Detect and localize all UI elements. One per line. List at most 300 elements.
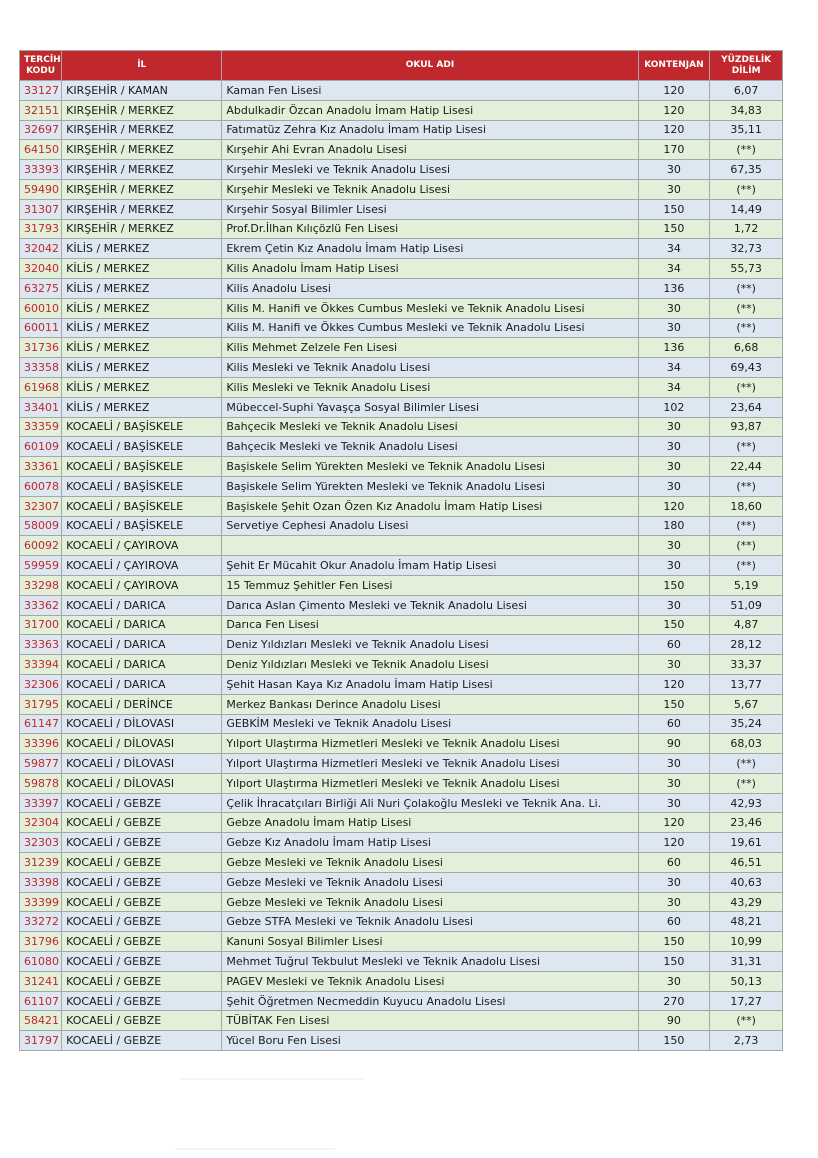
cell-yuzdelik-dilim: (**) — [710, 476, 783, 496]
cell-kontenjan: 120 — [638, 100, 710, 120]
cell-okul-adi: Deniz Yıldızları Mesleki ve Teknik Anadolu Lisesi — [222, 655, 638, 675]
cell-il: KOCAELİ / DİLOVASI — [62, 754, 222, 774]
header-il: İL — [62, 51, 222, 81]
cell-yuzdelik-dilim: 18,60 — [710, 496, 783, 516]
cell-yuzdelik-dilim: (**) — [710, 179, 783, 199]
cell-okul-adi: Yılport Ulaştırma Hizmetleri Mesleki ve Teknik Anadolu Lisesi — [222, 773, 638, 793]
table-row — [20, 140, 783, 160]
table-row — [20, 734, 783, 754]
cell-okul-adi — [222, 536, 638, 556]
cell-il: KOCAELİ / DARICA — [62, 615, 222, 635]
cell-kontenjan: 30 — [638, 595, 710, 615]
cell-kontenjan: 30 — [638, 437, 710, 457]
cell-yuzdelik-dilim: 1,72 — [710, 219, 783, 239]
cell-yuzdelik-dilim: 4,87 — [710, 615, 783, 635]
table-row — [20, 595, 783, 615]
cell-il: KİLİS / MERKEZ — [62, 278, 222, 298]
cell-yuzdelik-dilim: 28,12 — [710, 635, 783, 655]
cell-kontenjan: 150 — [638, 615, 710, 635]
cell-il: KOCAELİ / BAŞİSKELE — [62, 437, 222, 457]
cell-yuzdelik-dilim: (**) — [710, 773, 783, 793]
cell-yuzdelik-dilim: 5,67 — [710, 694, 783, 714]
cell-kontenjan: 30 — [638, 476, 710, 496]
cell-okul-adi: Bahçecik Mesleki ve Teknik Anadolu Lisesi — [222, 437, 638, 457]
table-row — [20, 556, 783, 576]
cell-il: KOCAELİ / DİLOVASI — [62, 714, 222, 734]
cell-tercih-kodu: 60078 — [20, 476, 62, 496]
cell-yuzdelik-dilim: (**) — [710, 536, 783, 556]
table-row — [20, 219, 783, 239]
cell-tercih-kodu: 33401 — [20, 397, 62, 417]
table-row — [20, 952, 783, 972]
cell-kontenjan: 30 — [638, 179, 710, 199]
cell-il: KOCAELİ / ÇAYIROVA — [62, 536, 222, 556]
cell-okul-adi: Gebze Mesleki ve Teknik Anadolu Lisesi — [222, 892, 638, 912]
cell-kontenjan: 102 — [638, 397, 710, 417]
cell-tercih-kodu: 58009 — [20, 516, 62, 536]
cell-tercih-kodu: 32306 — [20, 674, 62, 694]
cell-il: KOCAELİ / DARICA — [62, 635, 222, 655]
cell-tercih-kodu: 61968 — [20, 377, 62, 397]
table-row — [20, 912, 783, 932]
header-kod-line-2: KODU — [26, 65, 56, 76]
cell-il: KIRŞEHİR / MERKEZ — [62, 140, 222, 160]
cell-yuzdelik-dilim: 6,68 — [710, 338, 783, 358]
cell-tercih-kodu: 33298 — [20, 575, 62, 595]
cell-okul-adi: Başiskele Selim Yürekten Mesleki ve Teknik Anadolu Lisesi — [222, 457, 638, 477]
cell-yuzdelik-dilim: 6,07 — [710, 81, 783, 101]
cell-yuzdelik-dilim: (**) — [710, 377, 783, 397]
cell-tercih-kodu: 60092 — [20, 536, 62, 556]
cell-il: KİLİS / MERKEZ — [62, 358, 222, 378]
cell-kontenjan: 120 — [638, 833, 710, 853]
cell-okul-adi: Başiskele Selim Yürekten Mesleki ve Teknik Anadolu Lisesi — [222, 476, 638, 496]
table-row — [20, 100, 783, 120]
table-row — [20, 377, 783, 397]
cell-okul-adi: Kilis M. Hanifi ve Ökkes Cumbus Mesleki ve Teknik Anadolu Lisesi — [222, 318, 638, 338]
cell-il: KOCAELİ / GEBZE — [62, 853, 222, 873]
cell-kontenjan: 150 — [638, 575, 710, 595]
table-row — [20, 694, 783, 714]
table-row — [20, 199, 783, 219]
cell-yuzdelik-dilim: 51,09 — [710, 595, 783, 615]
table-row — [20, 397, 783, 417]
cell-okul-adi: Çelik İhracatçıları Birliği Ali Nuri Çolakoğlu Mesleki ve Teknik Ana. Li. — [222, 793, 638, 813]
cell-kontenjan: 30 — [638, 773, 710, 793]
cell-tercih-kodu: 59877 — [20, 754, 62, 774]
table-row — [20, 476, 783, 496]
cell-tercih-kodu: 61147 — [20, 714, 62, 734]
cell-kontenjan: 30 — [638, 536, 710, 556]
cell-tercih-kodu: 33393 — [20, 160, 62, 180]
table-row — [20, 239, 783, 259]
cell-il: KOCAELİ / DARICA — [62, 595, 222, 615]
cell-yuzdelik-dilim: (**) — [710, 318, 783, 338]
cell-okul-adi: Gebze Mesleki ve Teknik Anadolu Lisesi — [222, 872, 638, 892]
cell-yuzdelik-dilim: (**) — [710, 1011, 783, 1031]
cell-il: KOCAELİ / GEBZE — [62, 892, 222, 912]
cell-okul-adi: Abdulkadir Özcan Anadolu İmam Hatip Lisesi — [222, 100, 638, 120]
cell-il: KOCAELİ / DİLOVASI — [62, 773, 222, 793]
cell-okul-adi: Servetiye Cephesi Anadolu Lisesi — [222, 516, 638, 536]
table-row — [20, 635, 783, 655]
cell-tercih-kodu: 33272 — [20, 912, 62, 932]
cell-kontenjan: 30 — [638, 457, 710, 477]
table-header — [20, 51, 783, 81]
table-row — [20, 872, 783, 892]
table-row — [20, 457, 783, 477]
cell-yuzdelik-dilim: 10,99 — [710, 932, 783, 952]
table-row — [20, 1031, 783, 1051]
cell-yuzdelik-dilim: 68,03 — [710, 734, 783, 754]
header-yuzdelik-line-2: DİLİM — [731, 65, 761, 76]
cell-yuzdelik-dilim: 67,35 — [710, 160, 783, 180]
cell-kontenjan: 136 — [638, 278, 710, 298]
cell-tercih-kodu: 63275 — [20, 278, 62, 298]
cell-kontenjan: 34 — [638, 259, 710, 279]
header-yuzdelik-line-1: YÜZDELİK — [721, 54, 772, 65]
table-row — [20, 536, 783, 556]
cell-okul-adi: Kilis Mesleki ve Teknik Anadolu Lisesi — [222, 358, 638, 378]
cell-okul-adi: Deniz Yıldızları Mesleki ve Teknik Anadolu Lisesi — [222, 635, 638, 655]
cell-yuzdelik-dilim: 2,73 — [710, 1031, 783, 1051]
cell-okul-adi: Gebze Kız Anadolu İmam Hatip Lisesi — [222, 833, 638, 853]
cell-okul-adi: Şehit Öğretmen Necmeddin Kuyucu Anadolu Lisesi — [222, 991, 638, 1011]
cell-yuzdelik-dilim: 35,24 — [710, 714, 783, 734]
cell-il: KİLİS / MERKEZ — [62, 298, 222, 318]
cell-kontenjan: 270 — [638, 991, 710, 1011]
table-row — [20, 417, 783, 437]
cell-kontenjan: 150 — [638, 932, 710, 952]
cell-il: KOCAELİ / DİLOVASI — [62, 734, 222, 754]
table-row — [20, 179, 783, 199]
cell-tercih-kodu: 31793 — [20, 219, 62, 239]
cell-yuzdelik-dilim: 48,21 — [710, 912, 783, 932]
cell-okul-adi: Kırşehir Mesleki ve Teknik Anadolu Lisesi — [222, 160, 638, 180]
cell-kontenjan: 90 — [638, 734, 710, 754]
cell-yuzdelik-dilim: 35,11 — [710, 120, 783, 140]
cell-il: KIRŞEHİR / MERKEZ — [62, 120, 222, 140]
cell-okul-adi: Prof.Dr.İlhan Kılıçözlü Fen Lisesi — [222, 219, 638, 239]
cell-tercih-kodu: 31239 — [20, 853, 62, 873]
header-row — [20, 51, 783, 81]
cell-okul-adi: Fatımatüz Zehra Kız Anadolu İmam Hatip Lisesi — [222, 120, 638, 140]
cell-il: KOCAELİ / ÇAYIROVA — [62, 556, 222, 576]
cell-okul-adi: Gebze STFA Mesleki ve Teknik Anadolu Lisesi — [222, 912, 638, 932]
cell-tercih-kodu: 33394 — [20, 655, 62, 675]
cell-kontenjan: 120 — [638, 496, 710, 516]
cell-tercih-kodu: 33397 — [20, 793, 62, 813]
cell-yuzdelik-dilim: 55,73 — [710, 259, 783, 279]
cell-okul-adi: Kanuni Sosyal Bilimler Lisesi — [222, 932, 638, 952]
cell-kontenjan: 120 — [638, 813, 710, 833]
header-kontenjan: KONTENJAN — [638, 51, 710, 81]
header-yuzdelik-dilim — [710, 51, 783, 81]
table-body — [20, 81, 783, 1051]
cell-yuzdelik-dilim: 14,49 — [710, 199, 783, 219]
cell-yuzdelik-dilim: 33,37 — [710, 655, 783, 675]
cell-okul-adi: Kırşehir Ahi Evran Anadolu Lisesi — [222, 140, 638, 160]
header-kod-line-1: TERCİH — [24, 54, 61, 65]
cell-okul-adi: Başiskele Şehit Ozan Özen Kız Anadolu İmam Hatip Lisesi — [222, 496, 638, 516]
cell-yuzdelik-dilim: 46,51 — [710, 853, 783, 873]
cell-yuzdelik-dilim: (**) — [710, 278, 783, 298]
table-row — [20, 81, 783, 101]
cell-tercih-kodu: 33361 — [20, 457, 62, 477]
cell-kontenjan: 180 — [638, 516, 710, 536]
cell-okul-adi: GEBKİM Mesleki ve Teknik Anadolu Lisesi — [222, 714, 638, 734]
cell-tercih-kodu: 31796 — [20, 932, 62, 952]
table-row — [20, 575, 783, 595]
cell-tercih-kodu: 33399 — [20, 892, 62, 912]
faint-rule — [175, 1148, 335, 1150]
cell-okul-adi: Kırşehir Sosyal Bilimler Lisesi — [222, 199, 638, 219]
cell-tercih-kodu: 32304 — [20, 813, 62, 833]
table-row — [20, 160, 783, 180]
cell-kontenjan: 150 — [638, 952, 710, 972]
cell-okul-adi: Kırşehir Mesleki ve Teknik Anadolu Lisesi — [222, 179, 638, 199]
cell-kontenjan: 30 — [638, 417, 710, 437]
cell-tercih-kodu: 32151 — [20, 100, 62, 120]
table-row — [20, 754, 783, 774]
faint-rule — [180, 1078, 365, 1080]
cell-kontenjan: 34 — [638, 358, 710, 378]
cell-tercih-kodu: 61080 — [20, 952, 62, 972]
table-row — [20, 496, 783, 516]
cell-yuzdelik-dilim: (**) — [710, 298, 783, 318]
cell-okul-adi: Gebze Mesleki ve Teknik Anadolu Lisesi — [222, 853, 638, 873]
cell-kontenjan: 30 — [638, 298, 710, 318]
cell-yuzdelik-dilim: 50,13 — [710, 971, 783, 991]
cell-kontenjan: 150 — [638, 1031, 710, 1051]
cell-okul-adi: Kaman Fen Lisesi — [222, 81, 638, 101]
cell-tercih-kodu: 59878 — [20, 773, 62, 793]
cell-il: KOCAELİ / GEBZE — [62, 932, 222, 952]
cell-il: KOCAELİ / GEBZE — [62, 872, 222, 892]
cell-il: KOCAELİ / BAŞİSKELE — [62, 496, 222, 516]
cell-kontenjan: 150 — [638, 694, 710, 714]
cell-okul-adi: Şehit Er Mücahit Okur Anadolu İmam Hatip Lisesi — [222, 556, 638, 576]
cell-yuzdelik-dilim: 43,29 — [710, 892, 783, 912]
cell-il: KIRŞEHİR / MERKEZ — [62, 100, 222, 120]
cell-il: KOCAELİ / GEBZE — [62, 952, 222, 972]
cell-il: KİLİS / MERKEZ — [62, 239, 222, 259]
school-preference-table — [19, 50, 783, 1051]
cell-il: KIRŞEHİR / MERKEZ — [62, 160, 222, 180]
cell-kontenjan: 90 — [638, 1011, 710, 1031]
cell-okul-adi: Kilis Mesleki ve Teknik Anadolu Lisesi — [222, 377, 638, 397]
cell-il: KİLİS / MERKEZ — [62, 318, 222, 338]
cell-tercih-kodu: 31797 — [20, 1031, 62, 1051]
cell-kontenjan: 30 — [638, 793, 710, 813]
cell-yuzdelik-dilim: 13,77 — [710, 674, 783, 694]
cell-okul-adi: Yücel Boru Fen Lisesi — [222, 1031, 638, 1051]
cell-okul-adi: Mübeccel-Suphi Yavaşça Sosyal Bilimler Lisesi — [222, 397, 638, 417]
cell-tercih-kodu: 31736 — [20, 338, 62, 358]
cell-il: KOCAELİ / BAŞİSKELE — [62, 417, 222, 437]
cell-il: KOCAELİ / GEBZE — [62, 1031, 222, 1051]
cell-kontenjan: 34 — [638, 239, 710, 259]
cell-yuzdelik-dilim: 69,43 — [710, 358, 783, 378]
cell-tercih-kodu: 31795 — [20, 694, 62, 714]
cell-kontenjan: 150 — [638, 199, 710, 219]
cell-tercih-kodu: 60109 — [20, 437, 62, 457]
cell-yuzdelik-dilim: (**) — [710, 437, 783, 457]
cell-il: KOCAELİ / GEBZE — [62, 1011, 222, 1031]
cell-okul-adi: Kilis Anadolu Lisesi — [222, 278, 638, 298]
cell-il: KOCAELİ / GEBZE — [62, 833, 222, 853]
cell-okul-adi: Şehit Hasan Kaya Kız Anadolu İmam Hatip Lisesi — [222, 674, 638, 694]
table-row — [20, 813, 783, 833]
cell-yuzdelik-dilim: 19,61 — [710, 833, 783, 853]
cell-tercih-kodu: 33396 — [20, 734, 62, 754]
cell-yuzdelik-dilim: 23,64 — [710, 397, 783, 417]
cell-tercih-kodu: 32042 — [20, 239, 62, 259]
cell-il: KOCAELİ / GEBZE — [62, 813, 222, 833]
cell-il: KOCAELİ / DARICA — [62, 655, 222, 675]
cell-tercih-kodu: 33358 — [20, 358, 62, 378]
cell-il: KIRŞEHİR / MERKEZ — [62, 199, 222, 219]
cell-okul-adi: Kilis Anadolu İmam Hatip Lisesi — [222, 259, 638, 279]
cell-yuzdelik-dilim: 34,83 — [710, 100, 783, 120]
cell-il: KOCAELİ / GEBZE — [62, 793, 222, 813]
table-row — [20, 655, 783, 675]
table-row — [20, 793, 783, 813]
cell-il: KOCAELİ / BAŞİSKELE — [62, 457, 222, 477]
table-row — [20, 298, 783, 318]
cell-yuzdelik-dilim: 32,73 — [710, 239, 783, 259]
cell-il: KOCAELİ / GEBZE — [62, 971, 222, 991]
cell-yuzdelik-dilim: 93,87 — [710, 417, 783, 437]
cell-tercih-kodu: 32307 — [20, 496, 62, 516]
cell-kontenjan: 150 — [638, 219, 710, 239]
table-row — [20, 259, 783, 279]
cell-okul-adi: TÜBİTAK Fen Lisesi — [222, 1011, 638, 1031]
cell-yuzdelik-dilim: (**) — [710, 754, 783, 774]
cell-okul-adi: Kilis Mehmet Zelzele Fen Lisesi — [222, 338, 638, 358]
cell-kontenjan: 34 — [638, 377, 710, 397]
cell-okul-adi: Gebze Anadolu İmam Hatip Lisesi — [222, 813, 638, 833]
cell-yuzdelik-dilim: 40,63 — [710, 872, 783, 892]
table-row — [20, 278, 783, 298]
cell-tercih-kodu: 61107 — [20, 991, 62, 1011]
cell-okul-adi: Merkez Bankası Derince Anadolu Lisesi — [222, 694, 638, 714]
cell-tercih-kodu: 33398 — [20, 872, 62, 892]
cell-yuzdelik-dilim: 17,27 — [710, 991, 783, 1011]
cell-tercih-kodu: 31700 — [20, 615, 62, 635]
cell-kontenjan: 30 — [638, 160, 710, 180]
table-row — [20, 991, 783, 1011]
cell-il: KOCAELİ / DARICA — [62, 674, 222, 694]
cell-il: KOCAELİ / BAŞİSKELE — [62, 476, 222, 496]
cell-il: KOCAELİ / ÇAYIROVA — [62, 575, 222, 595]
cell-kontenjan: 60 — [638, 635, 710, 655]
cell-okul-adi: PAGEV Mesleki ve Teknik Anadolu Lisesi — [222, 971, 638, 991]
table-row — [20, 318, 783, 338]
cell-il: KOCAELİ / DERİNCE — [62, 694, 222, 714]
table-row — [20, 674, 783, 694]
cell-okul-adi: Darıca Aslan Çimento Mesleki ve Teknik Anadolu Lisesi — [222, 595, 638, 615]
cell-okul-adi: 15 Temmuz Şehitler Fen Lisesi — [222, 575, 638, 595]
table-row — [20, 120, 783, 140]
cell-tercih-kodu: 59490 — [20, 179, 62, 199]
table-row — [20, 516, 783, 536]
table-row — [20, 338, 783, 358]
table-row — [20, 437, 783, 457]
cell-il: KOCAELİ / GEBZE — [62, 991, 222, 1011]
cell-il: KİLİS / MERKEZ — [62, 259, 222, 279]
table-row — [20, 932, 783, 952]
cell-il: KİLİS / MERKEZ — [62, 397, 222, 417]
header-tercih-kodu — [20, 51, 62, 81]
cell-tercih-kodu: 32303 — [20, 833, 62, 853]
cell-kontenjan: 120 — [638, 120, 710, 140]
cell-il: KOCAELİ / BAŞİSKELE — [62, 516, 222, 536]
cell-tercih-kodu: 64150 — [20, 140, 62, 160]
cell-il: KOCAELİ / GEBZE — [62, 912, 222, 932]
cell-tercih-kodu: 33363 — [20, 635, 62, 655]
cell-tercih-kodu: 32040 — [20, 259, 62, 279]
cell-yuzdelik-dilim: (**) — [710, 556, 783, 576]
table-row — [20, 853, 783, 873]
cell-tercih-kodu: 32697 — [20, 120, 62, 140]
cell-kontenjan: 60 — [638, 853, 710, 873]
cell-kontenjan: 30 — [638, 655, 710, 675]
cell-kontenjan: 136 — [638, 338, 710, 358]
cell-kontenjan: 30 — [638, 318, 710, 338]
cell-okul-adi: Yılport Ulaştırma Hizmetleri Mesleki ve Teknik Anadolu Lisesi — [222, 754, 638, 774]
cell-il: KİLİS / MERKEZ — [62, 377, 222, 397]
cell-kontenjan: 60 — [638, 912, 710, 932]
table-row — [20, 358, 783, 378]
cell-il: KIRŞEHİR / KAMAN — [62, 81, 222, 101]
cell-okul-adi: Ekrem Çetin Kız Anadolu İmam Hatip Lisesi — [222, 239, 638, 259]
cell-okul-adi: Yılport Ulaştırma Hizmetleri Mesleki ve Teknik Anadolu Lisesi — [222, 734, 638, 754]
cell-il: KIRŞEHİR / MERKEZ — [62, 219, 222, 239]
cell-tercih-kodu: 60011 — [20, 318, 62, 338]
cell-tercih-kodu: 60010 — [20, 298, 62, 318]
cell-yuzdelik-dilim: (**) — [710, 516, 783, 536]
cell-okul-adi: Bahçecik Mesleki ve Teknik Anadolu Lisesi — [222, 417, 638, 437]
cell-okul-adi: Kilis M. Hanifi ve Ökkes Cumbus Mesleki ve Teknik Anadolu Lisesi — [222, 298, 638, 318]
cell-il: KIRŞEHİR / MERKEZ — [62, 179, 222, 199]
cell-yuzdelik-dilim: (**) — [710, 140, 783, 160]
header-okul-adi: OKUL ADI — [222, 51, 638, 81]
cell-yuzdelik-dilim: 23,46 — [710, 813, 783, 833]
table-row — [20, 892, 783, 912]
cell-kontenjan: 30 — [638, 892, 710, 912]
cell-tercih-kodu: 33362 — [20, 595, 62, 615]
cell-tercih-kodu: 33127 — [20, 81, 62, 101]
cell-kontenjan: 170 — [638, 140, 710, 160]
cell-yuzdelik-dilim: 31,31 — [710, 952, 783, 972]
cell-tercih-kodu: 59959 — [20, 556, 62, 576]
cell-okul-adi: Darıca Fen Lisesi — [222, 615, 638, 635]
cell-tercih-kodu: 58421 — [20, 1011, 62, 1031]
cell-il: KİLİS / MERKEZ — [62, 338, 222, 358]
cell-yuzdelik-dilim: 5,19 — [710, 575, 783, 595]
table-row — [20, 615, 783, 635]
cell-okul-adi: Mehmet Tuğrul Tekbulut Mesleki ve Teknik Anadolu Lisesi — [222, 952, 638, 972]
cell-kontenjan: 30 — [638, 754, 710, 774]
cell-yuzdelik-dilim: 42,93 — [710, 793, 783, 813]
cell-tercih-kodu: 31307 — [20, 199, 62, 219]
cell-tercih-kodu: 33359 — [20, 417, 62, 437]
table-row — [20, 971, 783, 991]
table-row — [20, 773, 783, 793]
cell-tercih-kodu: 31241 — [20, 971, 62, 991]
cell-kontenjan: 120 — [638, 81, 710, 101]
